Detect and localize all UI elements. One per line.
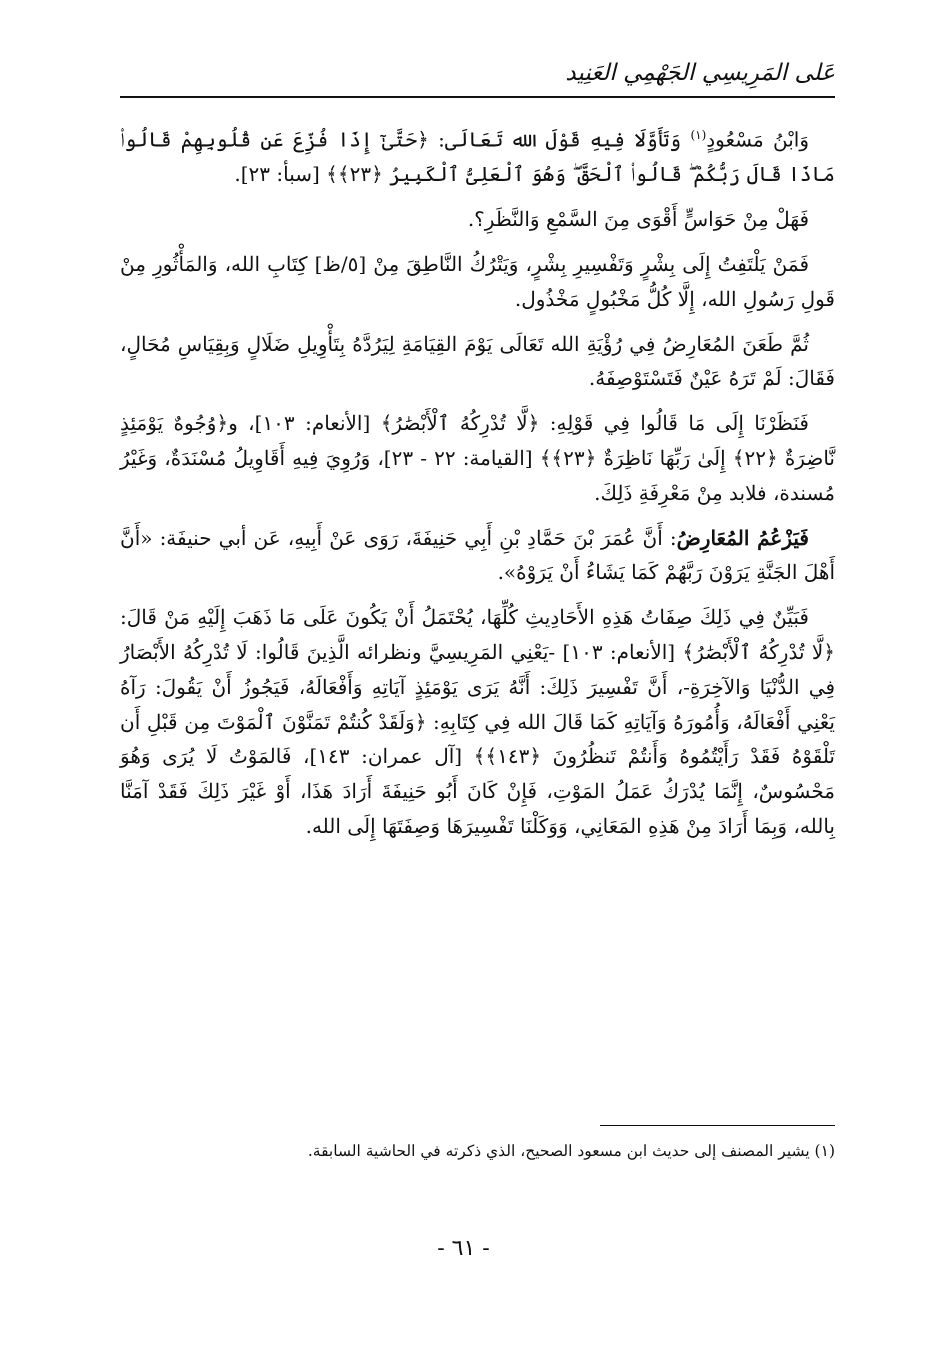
- main-text: [120, 118, 835, 854]
- page-number: - ٦١ -: [437, 1236, 490, 1261]
- paragraph-text: وَتَأَوَّلَا فِيهِ قَوْلَ الله تَعَالَى: ﴿حَتَّىٰٓ إِذَا فُزِّعَ عَن قُلُوبِهِمْ قَالُوا۟ مَاذَا قَالَ رَبُّكُمْ ۖ قَالُوا۟ ٱلْحَقَّ ۖ وَهُوَ ٱلْعَلِىُّ ٱلْكَبِيرُ ﴿٢٣﴾﴾ [سبأ: ٢٣].: [120, 127, 835, 187]
- header-title: عَلى المَرِيسِي الجَهْمِي العَنِيد: [559, 60, 835, 86]
- footnote-text: (١) يشير المصنف إلى حديث ابن مسعود الصحيح، الذي ذكرته في الحاشية السابقة.: [307, 1142, 835, 1160]
- paragraph: [120, 600, 835, 844]
- footnote-reference[interactable]: (١): [690, 128, 707, 142]
- paragraph: [120, 327, 835, 397]
- paragraph-lead: فَيَزْعُمُ المُعَارِضُ: [676, 525, 809, 550]
- paragraph: [120, 521, 835, 591]
- paragraph: [120, 406, 835, 510]
- paragraph-text: فَمَنْ يَلْتَفِتُ إِلَى بِشْرٍ وَتَفْسِيرِ بِشْرٍ، وَيَتْرُكُ النَّاطِقَ مِنْ [٥/ظ] كِتَابِ الله، وَالمَأْثُورِ مِنْ قَولِ رَسُولِ الله، إِلَّا كُلُّ مَخْبُولٍ مَخْذُول.: [120, 252, 835, 311]
- running-header: [120, 58, 835, 98]
- paragraph: [120, 202, 835, 237]
- paragraph-text: فَبَيِّنٌ فِي ذَلِكَ صِفَاتُ هَذِهِ الأَحَادِيثِ كُلِّهَا، يُحْتَمَلُ أَنْ يَكُونَ عَلَى مَا ذَهَبَ إِلَيْهِ مَنْ قَالَ: ﴿لَّا تُدْرِكُهُ ٱلْأَبْصَٰرُ﴾ [الأنعام: ١٠٣] -يَعْنِي المَرِيسِيَّ ونظرائه الَّذِينَ قَالُوا: لَا تُدْرِكُهُ الأَبْصَارُ فِي الدُّنْيَا وَالآخِرَةِ-، أَنَّ تَفْسِيرَ ذَلِكَ: أَنَّهُ يَرَى يَوْمَئِذٍ آيَاتِهِ وَأَفْعَالَهُ، فَيَجُوزُ أَنْ يَقُولَ: رَآهُ يَعْنِي أَفْعَالَهُ، وَأُمُورَهُ وَآيَاتِهِ كَمَا قَالَ الله فِي كِتَابِهِ: ﴿وَلَقَدْ كُنتُمْ تَمَنَّوْنَ ٱلْمَوْتَ مِن قَبْلِ أَن تَلْقَوْهُ فَقَدْ رَأَيْتُمُوهُ وَأَنتُمْ تَنظُرُونَ ﴿١٤٣﴾﴾ [آل عمران: ١٤٣]، فَالمَوْتُ لَا يُرَى وَهُوَ مَحْسُوسٌ، إِنَّمَا يُدْرَكُ عَمَلُ المَوْتِ، فَإِنْ كَانَ أَبُو حَنِيفَةَ أَرَادَ هَذَا، أَوْ غَيْرَ ذَلِكَ فَقَدْ آمَنَّا بِالله، وَبِمَا أَرَادَ مِنْ هَذِهِ المَعَانِي، وَوَكَلْنَا تَفْسِيرَهَا وَصِفَتَهَا إِلَى الله.: [120, 605, 836, 838]
- paragraph-text: وَابْنُ مَسْعُودٍ: [706, 127, 809, 152]
- paragraph: [120, 247, 835, 317]
- paragraph-text: فَنَظَرْنَا إِلَى مَا قَالُوا فِي قَوْلِهِ: ﴿لَّا تُدْرِكُهُ ٱلْأَبْصَٰرُ﴾ [الأنعام: ١٠٣]، و﴿وُجُوهٌ يَوْمَئِذٍ نَّاضِرَةٌ ﴿٢٢﴾ إِلَىٰ رَبِّهَا نَاظِرَةٌ ﴿٢٣﴾﴾ [القيامة: ٢٢ - ٢٣]، وَرُوِيَ فِيهِ أَقَاوِيلُ مُسْنَدَةٌ، وَغَيْرُ مُسندة، فلابد مِنْ مَعْرِفَةِ ذَلِكَ.: [120, 411, 835, 505]
- paragraph-text: ثُمَّ طَعَنَ المُعَارِضُ فِي رُؤْيَةِ الله تَعَالَى يَوْمَ القِيَامَةِ لِيَرُدَّهُ بِتَأْوِيلِ ضَلَالٍ وَبِقِيَاسِ مُحَالٍ، فَقَالَ: لَمْ تَرَهُ عَيْنٌ فَتَسْتَوْصِفَهُ.: [120, 331, 835, 391]
- paragraph-text: : أَنَّ عُمَرَ بْنَ حَمَّادِ بْنِ أَبِي حَنِيفَةَ، رَوَى عَنْ أَبِيهِ، عَن أبي حنيفَة: «أَنَّ أَهْلَ الجَنَّةِ يَرَوْنَ رَبَّهُمْ كَمَا يَشَاءُ أَنْ يَرَوْهُ».: [120, 525, 835, 585]
- footnote: [120, 1138, 835, 1164]
- footnote-divider: [600, 1125, 835, 1126]
- paragraph-text: فَهَلْ مِنْ حَوَاسٍّ أَقْوَى مِنَ السَّمْعِ وَالنَّظَرِ؟.: [467, 207, 809, 232]
- paragraph: [120, 118, 835, 192]
